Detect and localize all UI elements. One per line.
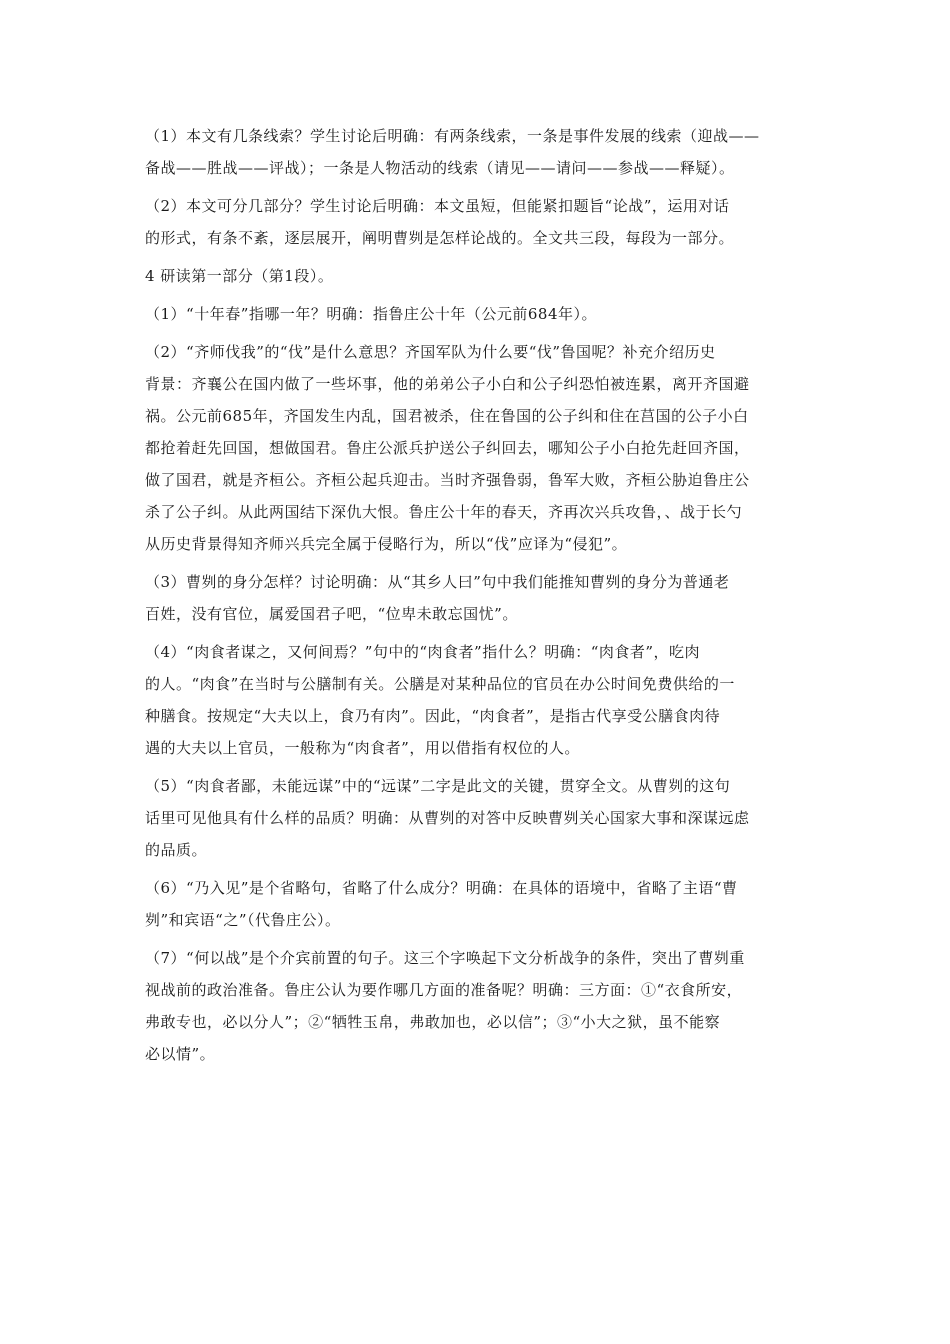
paragraph-7 [145, 636, 805, 764]
text-line: （6）“乃入见”是个省略句，省略了什么成分？明确：在具体的语境中，省略了主语“曹 [145, 879, 738, 897]
paragraph-3 [145, 260, 805, 292]
text-line: 必以情”。 [145, 1045, 216, 1063]
text-line: 从历史背景得知齐师兴兵完全属于侵略行为，所以“伐”应译为“侵犯”。 [145, 535, 628, 553]
paragraph-5 [145, 336, 805, 560]
text-line: 视战前的政治准备。鲁庄公认为要作哪几方面的准备呢？明确：三方面：①“衣食所安， [145, 981, 743, 999]
text-line: 4 研读第一部分（第1段）。 [145, 267, 334, 285]
text-line: （5）“肉食者鄙，未能远谋”中的“远谋”二字是此文的关键，贯穿全文。从曹刿的这句 [145, 777, 731, 795]
document-body [145, 120, 805, 1076]
paragraph-2 [145, 190, 805, 254]
text-line: 的形式，有条不紊，逐层展开，阐明曹刿是怎样论战的。全文共三段，每段为一部分。 [145, 229, 735, 247]
text-line: 遇的大夫以上官员，一般称为“肉食者”，用以借指有权位的人。 [145, 739, 580, 757]
text-line: 的品质。 [145, 841, 208, 859]
text-line: （2）“齐师伐我”的“伐”是什么意思？齐国军队为什么要“伐”鲁国呢？补充介绍历史 [145, 343, 716, 361]
text-line: （2）本文可分几部分？学生讨论后明确：本文虽短，但能紧扣题旨“论战”，运用对话 [145, 197, 730, 215]
paragraph-4 [145, 298, 805, 330]
text-line: （1）本文有几条线索？学生讨论后明确：有两条线索，一条是事件发展的线索（迎战—— [145, 127, 760, 145]
text-line: 祸。公元前685年，齐国发生内乱，国君被杀，住在鲁国的公子纠和住在莒国的公子小白 [145, 407, 749, 425]
paragraph-9 [145, 872, 805, 936]
text-line: 杀了公子纠。从此两国结下深仇大恨。鲁庄公十年的春天，齐再次兴兵攻鲁，、战于长勺 [145, 503, 743, 521]
text-line: （1）“十年春”指哪一年？明确：指鲁庄公十年（公元前684年）。 [145, 305, 598, 323]
paragraph-8 [145, 770, 805, 866]
paragraph-10 [145, 942, 805, 1070]
text-line: （4）“肉食者谋之，又何间焉？”句中的“肉食者”指什么？明确：“肉食者”，吃肉 [145, 643, 701, 661]
text-line: （3）曹刿的身分怎样？讨论明确：从“其乡人曰”句中我们能推知曹刿的身分为普通老 [145, 573, 730, 591]
text-line: 背景：齐襄公在国内做了一些坏事，他的弟弟公子小白和公子纠恐怕被连累，离开齐国避 [145, 375, 750, 393]
text-line: 种膳食。按规定“大夫以上，食乃有肉”。因此，“肉食者”，是指古代享受公膳食肉待 [145, 707, 721, 725]
text-line: 百姓，没有官位，属爱国君子吧，“位卑未敢忘国忧”。 [145, 605, 518, 623]
text-line: （7）“何以战”是个介宾前置的句子。这三个字唤起下文分析战争的条件，突出了曹刿重 [145, 949, 745, 967]
text-line: 都抢着赶先回国，想做国君。鲁庄公派兵护送公子纠回去，哪知公子小白抢先赶回齐国， [145, 439, 750, 457]
paragraph-6 [145, 566, 805, 630]
text-line: 的人。“肉食”在当时与公膳制有关。公膳是对某种品位的官员在办公时间免费供给的一 [145, 675, 735, 693]
text-line: 刿”和宾语“之”（代鲁庄公）。 [145, 911, 341, 929]
text-line: 弗敢专也，必以分人”；②“牺牲玉帛，弗敢加也，必以信”；③“小大之狱，虽不能察 [145, 1013, 721, 1031]
text-line: 话里可见他具有什么样的品质？明确：从曹刿的对答中反映曹刿关心国家大事和深谋远虑 [145, 809, 750, 827]
text-line: 备战——胜战——评战）；一条是人物活动的线索（请见——请问——参战——释疑）。 [145, 159, 735, 177]
paragraph-1 [145, 120, 805, 184]
text-line: 做了国君，就是齐桓公。齐桓公起兵迎击。当时齐强鲁弱，鲁军大败，齐桓公胁迫鲁庄公 [145, 471, 750, 489]
